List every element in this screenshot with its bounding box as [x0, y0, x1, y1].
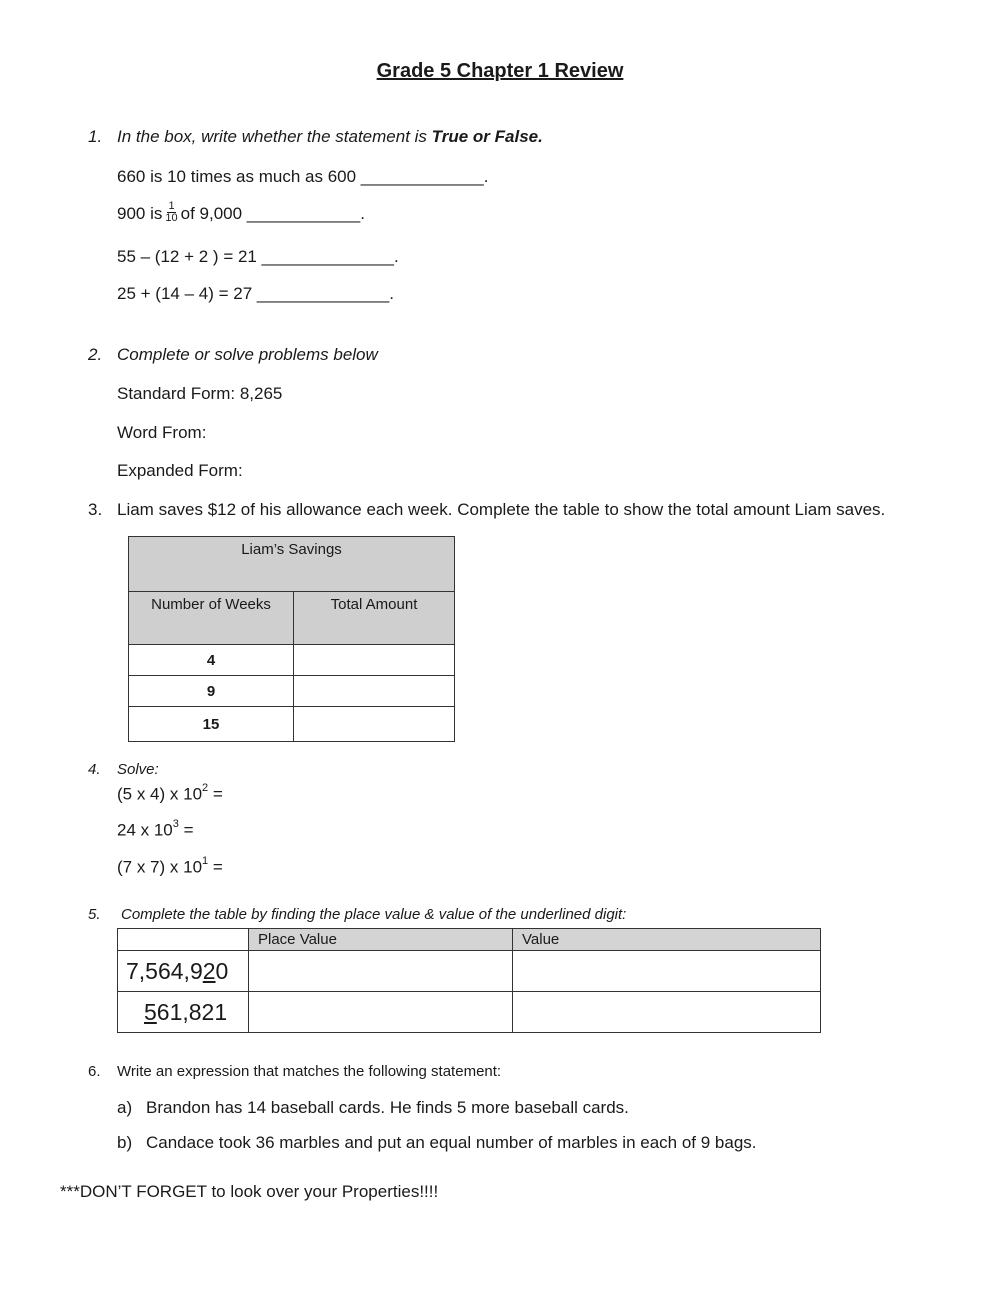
fraction: [165, 201, 177, 224]
total-cell[interactable]: [294, 645, 455, 676]
underlined-digit: 5: [144, 998, 157, 1025]
q2-word-form: Word From:: [117, 423, 207, 442]
q5-prompt: Complete the table by finding the place value & value of the underlined digit:: [121, 906, 627, 923]
q1-prompt-emphasis: True or False.: [431, 127, 543, 146]
q6-a-label: a): [117, 1098, 133, 1117]
savings-col-total: Total Amount: [294, 592, 455, 645]
q1-prompt: [117, 127, 543, 147]
total-cell[interactable]: [294, 676, 455, 707]
q4-e3-equals: =: [208, 857, 223, 877]
q6-b-label: b): [117, 1133, 133, 1152]
weeks-cell: 9: [129, 676, 294, 707]
total-cell[interactable]: [294, 707, 455, 742]
q6-prompt: Write an expression that matches the following statement:: [117, 1063, 502, 1080]
q6-number: 6.: [88, 1063, 101, 1080]
weeks-cell: 4: [129, 645, 294, 676]
q4-e3-base: (7 x 7) x 10: [117, 857, 203, 877]
q2-expanded-form: Expanded Form:: [117, 461, 243, 480]
number-part: 0: [215, 957, 229, 984]
q1-statement-1: 660 is 10 times as much as 600 _____________.: [117, 167, 489, 186]
q4-number: 4.: [88, 761, 101, 778]
q1-statement-2: [117, 200, 365, 226]
q2-number: 2.: [88, 345, 103, 364]
q4-e1-base: (5 x 4) x 10: [117, 784, 203, 804]
number-cell: [118, 992, 249, 1033]
q1-s2-pre: 900 is: [117, 203, 163, 223]
q4-expression-2: [117, 820, 194, 841]
table-row: [118, 992, 821, 1033]
q4-e1-exponent: 2: [202, 782, 209, 794]
table-row: [129, 676, 455, 707]
q2-prompt: Complete or solve problems below: [117, 345, 378, 364]
q4-prompt: Solve:: [117, 761, 159, 778]
footer-reminder: ***DON’T FORGET to look over your Properties!!!!: [60, 1182, 439, 1201]
q6-a-text: Brandon has 14 baseball cards. He finds 5 more baseball cards.: [146, 1098, 629, 1117]
value-cell[interactable]: [513, 992, 821, 1033]
place-value-corner: [118, 929, 249, 951]
q1-statement-4: 25 + (14 – 4) = 27 ______________.: [117, 284, 394, 303]
number-cell: [118, 951, 249, 992]
table-row: [129, 707, 455, 742]
savings-col-weeks: Number of Weeks: [129, 592, 294, 645]
place-value-table: [117, 928, 821, 1033]
place-value-col-place: Place Value: [249, 929, 513, 951]
q3-number: 3.: [88, 500, 103, 519]
q4-e3-exponent: 1: [202, 855, 209, 867]
q1-statement-3: 55 – (12 + 2 ) = 21 ______________.: [117, 247, 399, 266]
q1-number: 1.: [88, 127, 103, 146]
q4-e1-equals: =: [208, 784, 223, 804]
fraction-numerator: 1: [168, 200, 175, 212]
savings-table: [128, 536, 455, 742]
table-row: [129, 645, 455, 676]
place-value-cell[interactable]: [249, 992, 513, 1033]
q2-standard-form: Standard Form: 8,265: [117, 384, 283, 403]
savings-table-title: Liam’s Savings: [129, 537, 455, 592]
page-title: Grade 5 Chapter 1 Review: [376, 60, 624, 82]
q4-e2-exponent: 3: [172, 818, 179, 830]
number-part: 61,821: [156, 998, 228, 1025]
q4-e2-base: 24 x 10: [117, 820, 173, 840]
place-value-cell[interactable]: [249, 951, 513, 992]
weeks-cell: 15: [129, 707, 294, 742]
q5-number: 5.: [88, 906, 101, 923]
q4-expression-3: [117, 857, 223, 878]
q4-expression-1: [117, 784, 223, 805]
q3-prompt: Liam saves $12 of his allowance each week. Complete the table to show the total amount Liam saves.: [117, 500, 886, 519]
number-part: 7,564,9: [126, 957, 203, 984]
fraction-denominator: 10: [165, 212, 178, 224]
q6-b-text: Candace took 36 marbles and put an equal number of marbles in each of 9 bags.: [146, 1133, 757, 1152]
underlined-digit: 2: [202, 957, 216, 984]
place-value-col-value: Value: [513, 929, 821, 951]
q4-e2-equals: =: [178, 820, 194, 840]
value-cell[interactable]: [513, 951, 821, 992]
table-row: [118, 951, 821, 992]
q1-prompt-text: In the box, write whether the statement is: [117, 127, 432, 146]
q1-s2-post: of 9,000 ____________.: [180, 203, 365, 223]
